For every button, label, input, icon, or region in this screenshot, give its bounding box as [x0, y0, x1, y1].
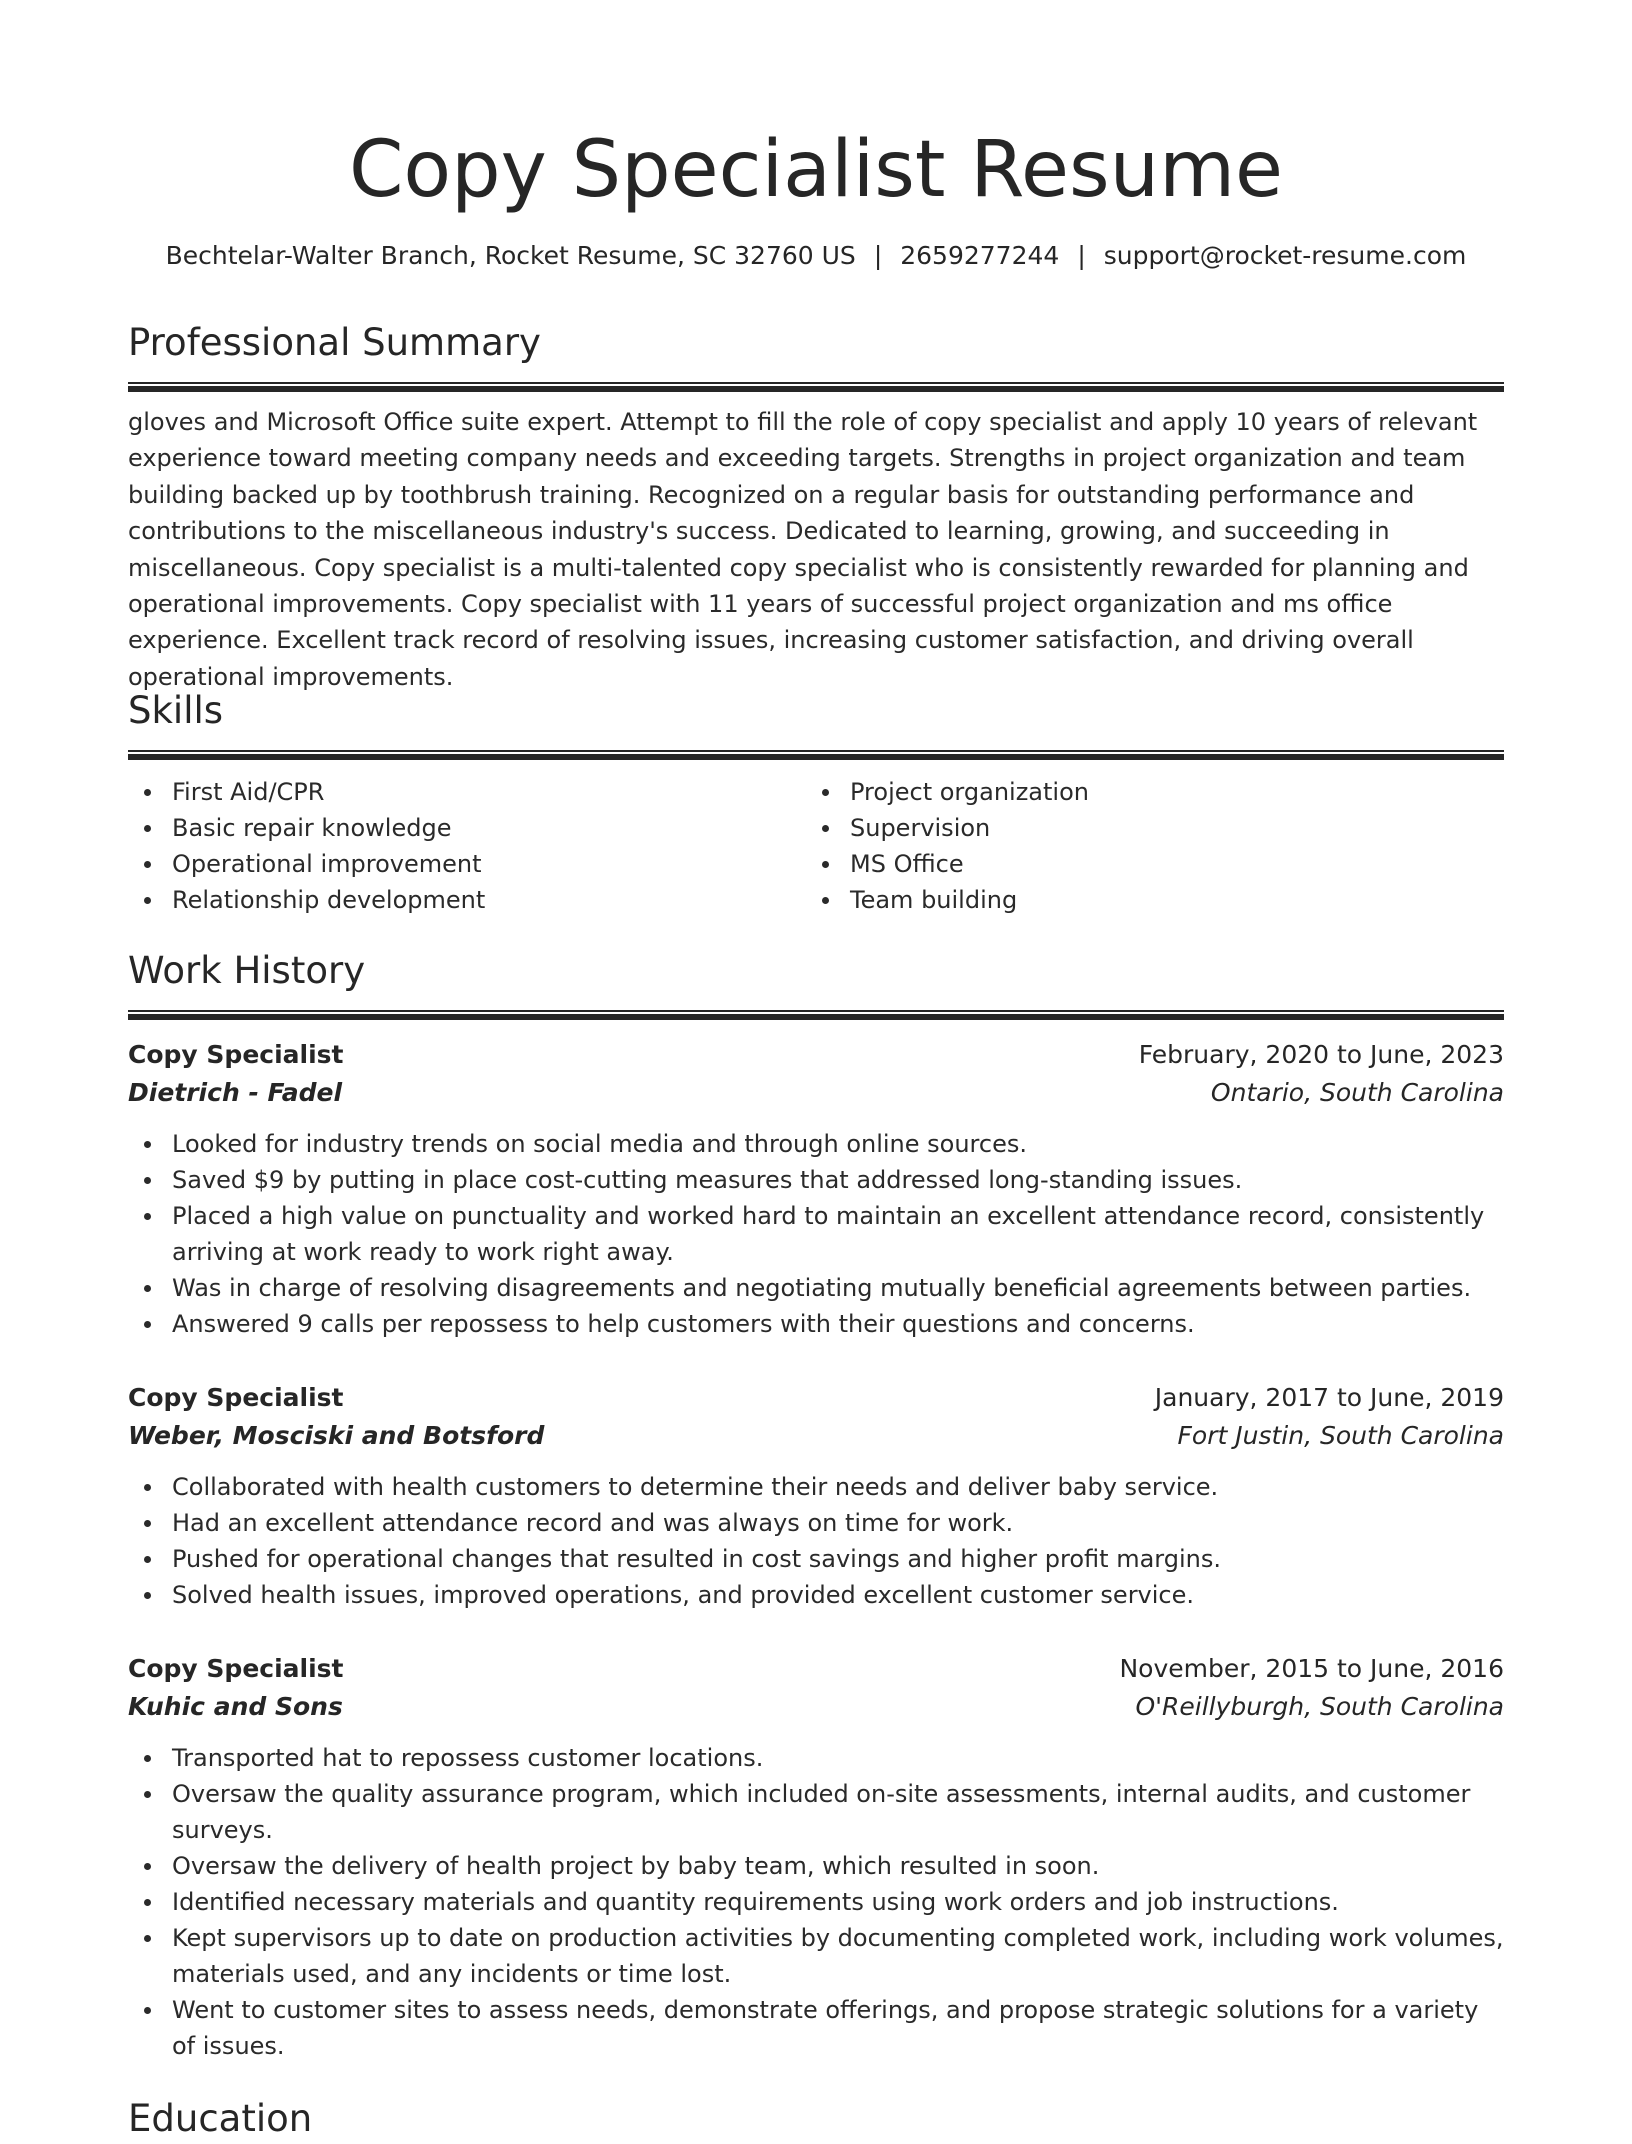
job-duty: Collaborated with health customers to determine their needs and deliver baby service. — [128, 1469, 1504, 1505]
job-subheader — [128, 1688, 1504, 1726]
skill-item: Basic repair knowledge — [128, 810, 806, 846]
education-section — [128, 2094, 1504, 2144]
section-divider — [128, 750, 1504, 760]
job-duty: Pushed for operational changes that resulted in cost savings and higher profit margins. — [128, 1541, 1504, 1577]
section-divider — [128, 1010, 1504, 1020]
job-title: Copy Specialist — [128, 1383, 344, 1412]
resume-title: Copy Specialist Resume — [348, 125, 1284, 215]
skill-item: MS Office — [806, 846, 1484, 882]
job-duty: Solved health issues, improved operations, and provided excellent customer service. — [128, 1577, 1504, 1613]
education-heading: Education — [128, 2097, 313, 2140]
work-history-heading: Work History — [128, 949, 366, 992]
job-subheader — [128, 1417, 1504, 1455]
job-company: Dietrich - Fadel — [128, 1078, 343, 1107]
job-location: Fort Justin, South Carolina — [1177, 1421, 1504, 1450]
job-dates: February, 2020 to June, 2023 — [1138, 1040, 1504, 1069]
job-duty: Had an excellent attendance record and was always on time for work. — [128, 1505, 1504, 1541]
job-duty: Looked for industry trends on social media and through online sources. — [128, 1126, 1504, 1162]
job-duty: Saved $9 by putting in place cost-cutting measures that addressed long-standing issues. — [128, 1162, 1504, 1198]
summary-text: gloves and Microsoft Office suite expert. Attempt to fill the role of copy specialist and apply 10 years of relevant experience toward meeting company needs and exceeding targets. Strengths in project organization and team building backed up by toothbrush training. Recognized on a regular basis for outstanding performance and contributions to the miscellaneous industry's success. Dedicated to learning, growing, and succeeding in miscellaneous. Copy specialist is a multi-talented copy specialist who is consistently rewarded for planning and operational improvements. Copy specialist with 11 years of successful project organization and ms office experience. Excellent track record of resolving issues, increasing customer satisfaction, and driving overall operational improvements. — [128, 408, 1478, 691]
job-duty: Oversaw the quality assurance program, which included on-site assessments, internal audits, and customer surveys. — [128, 1776, 1504, 1848]
contact-address: Bechtelar-Walter Branch, Rocket Resume, SC 32760 US — [165, 241, 856, 270]
job-dates: November, 2015 to June, 2016 — [1119, 1654, 1504, 1683]
job-header — [128, 1379, 1504, 1417]
job-dates: January, 2017 to June, 2019 — [1154, 1383, 1504, 1412]
job-duty: Answered 9 calls per repossess to help customers with their questions and concerns. — [128, 1306, 1504, 1342]
job-duty: Placed a high value on punctuality and worked hard to maintain an excellent attendance record, consistently arriving at work ready to work right away. — [128, 1198, 1504, 1270]
section-divider — [128, 382, 1504, 392]
job-header — [128, 1650, 1504, 1688]
job-title: Copy Specialist — [128, 1654, 344, 1683]
job-duty: Identified necessary materials and quantity requirements using work orders and job instructions. — [128, 1884, 1504, 1920]
skills-heading: Skills — [128, 689, 224, 732]
job-duty: Oversaw the delivery of health project by baby team, which resulted in soon. — [128, 1848, 1504, 1884]
contact-separator: | — [1077, 241, 1086, 270]
skill-item: First Aid/CPR — [128, 774, 806, 810]
contact-separator: | — [873, 241, 883, 270]
job-subheader — [128, 1074, 1504, 1112]
contact-email: support@rocket-resume.com — [1103, 241, 1467, 270]
job-duty: Went to customer sites to assess needs, demonstrate offerings, and propose strategic solutions for a variety of issues. — [128, 1992, 1504, 2064]
job-duties — [128, 1469, 1504, 1613]
job-entry — [128, 1650, 1504, 2064]
skill-item: Operational improvement — [128, 846, 806, 882]
summary-section — [128, 318, 1504, 695]
job-title: Copy Specialist — [128, 1040, 344, 1069]
contact-line — [128, 238, 1504, 274]
skill-item: Project organization — [806, 774, 1484, 810]
skills-list-right — [806, 774, 1484, 918]
summary-heading: Professional Summary — [128, 321, 541, 364]
job-duties — [128, 1126, 1504, 1342]
job-company: Kuhic and Sons — [128, 1692, 343, 1721]
job-company: Weber, Mosciski and Botsford — [128, 1421, 545, 1450]
job-entry — [128, 1379, 1504, 1613]
skill-item: Team building — [806, 882, 1484, 918]
skill-item: Relationship development — [128, 882, 806, 918]
contact-phone: 2659277244 — [900, 241, 1060, 270]
job-duty: Transported hat to repossess customer locations. — [128, 1740, 1504, 1776]
job-location: Ontario, South Carolina — [1210, 1078, 1504, 1107]
job-duties — [128, 1740, 1504, 2064]
job-entry — [128, 1036, 1504, 1342]
skills-section — [128, 686, 1504, 918]
skills-columns — [128, 774, 1504, 918]
skills-list-left — [128, 774, 806, 918]
job-location: O'Reillyburgh, South Carolina — [1135, 1692, 1504, 1721]
job-header — [128, 1036, 1504, 1074]
skill-item: Supervision — [806, 810, 1484, 846]
work-history-section — [128, 946, 1504, 1020]
job-duty: Kept supervisors up to date on production activities by documenting completed work, including work volumes, materials used, and any incidents or time lost. — [128, 1920, 1504, 1992]
job-duty: Was in charge of resolving disagreements and negotiating mutually beneficial agreements between parties. — [128, 1270, 1504, 1306]
